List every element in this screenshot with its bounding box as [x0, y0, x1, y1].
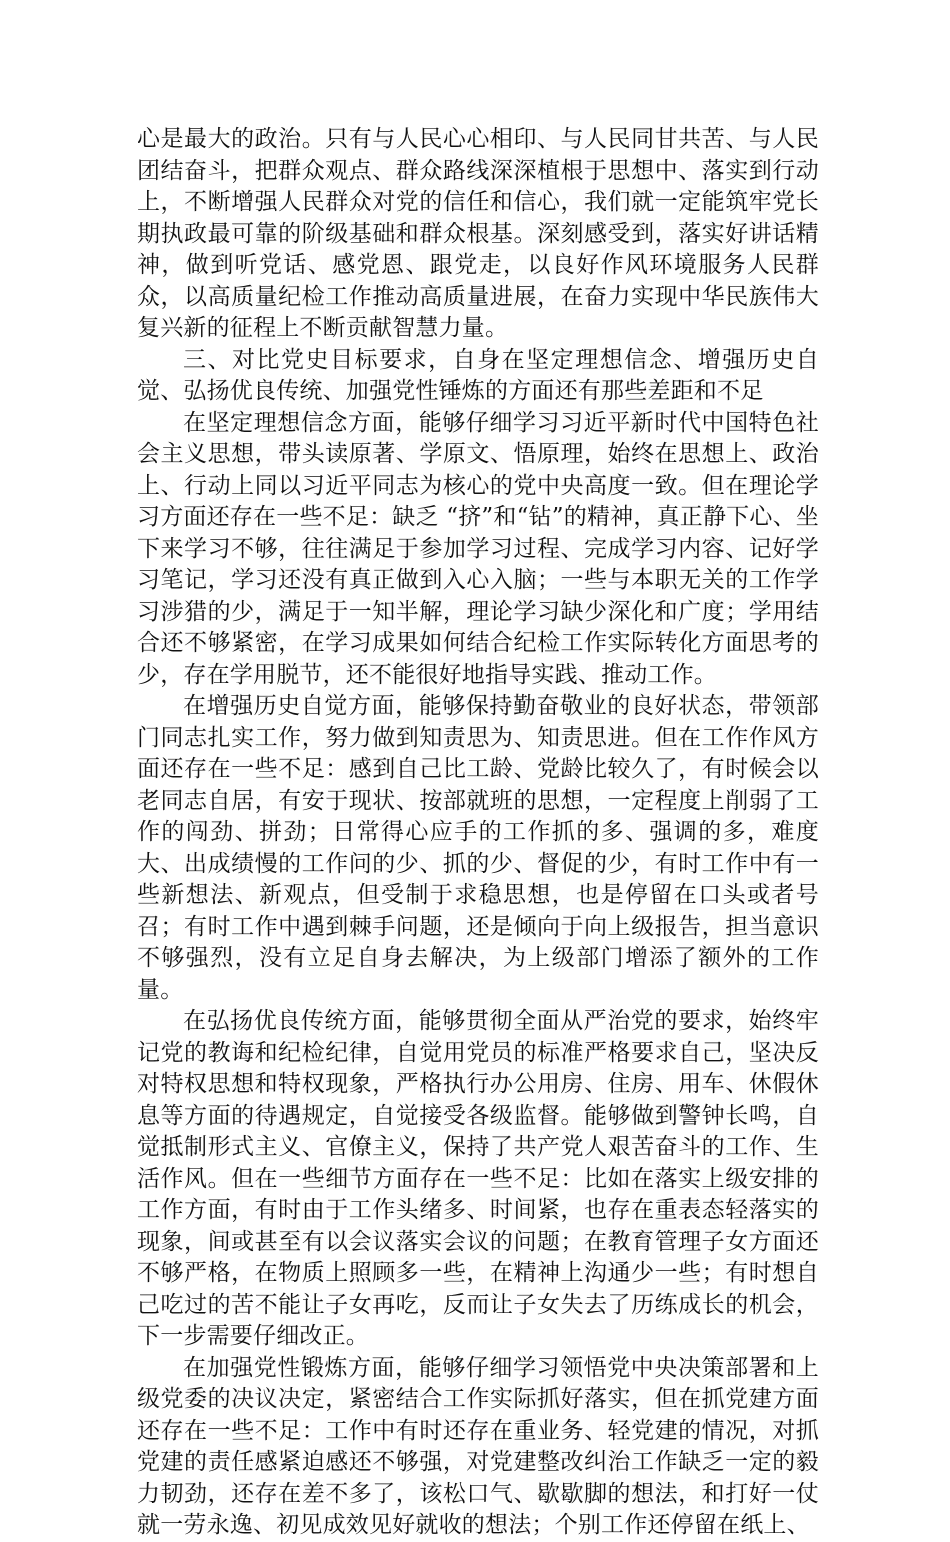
document-body: [137, 124, 819, 1542]
paragraph-party-spirit: 在加强党性锻炼方面，能够仔细学习领悟党中央决策部署和上级党委的决议决定，紧密结合工作实际抓好落实，但在抓党建方面还存在一些不足：工作中有时还存在重业务、轻党建的情况，对抓党建的责任感紧迫感还不够强，对党建整改纠治工作缺乏一定的毅力韧劲，还存在差不多了，该松口气、歇歇脚的想法，和打好一仗就一劳永逸、初见成效见好就收的想法；个别工作还停留在纸上、: [137, 1354, 819, 1538]
paragraph-history: 在增强历史自觉方面，能够保持勤奋敬业的良好状态，带领部门同志扎实工作，努力做到知责思为、知责思进。但在工作作风方面还存在一些不足：感到自己比工龄、党龄比较久了，有时候会以老同志自居，有安于现状、按部就班的思想，一定程度上削弱了工作的闯劲、拼劲；日常得心应手的工作抓的多、强调的多，难度大、出成绩慢的工作问的少、抓的少、督促的少，有时工作中有一些新想法、新观点，但受制于求稳思想，也是停留在口头或者号召；有时工作中遇到棘手问题，还是倾向于向上级报告，担当意识不够强烈，没有立足自身去解决，为上级部门增添了额外的工作量。: [137, 693, 819, 1003]
paragraph-traditions: 在弘扬优良传统方面，能够贯彻全面从严治党的要求，始终牢记党的教诲和纪检纪律，自觉用党员的标准严格要求自己，坚决反对特权思想和特权现象，严格执行办公用房、住房、用车、休假休息等方面的待遇规定，自觉接受各级监督。能够做到警钟长鸣，自觉抵制形式主义、官僚主义，保持了共产党人艰苦奋斗的工作、生活作风。但在一些细节方面存在一些不足：比如在落实上级安排的工作方面，有时由于工作头绪多、时间紧，也存在重表态轻落实的现象，间或甚至有以会议落实会议的问题；在教育管理子女方面还不够严格，在物质上照顾多一些，在精神上沟通少一些；有时想自己吃过的苦不能让子女再吃，反而让子女失去了历练成长的机会，下一步需要仔细改正。: [137, 1008, 819, 1349]
paragraph-continuation: 心是最大的政治。只有与人民心心相印、与人民同甘共苦、与人民团结奋斗，把群众观点、群众路线深深植根于思想中、落实到行动上，不断增强人民群众对党的信任和信心，我们就一定能筑牢党长期执政最可靠的阶级基础和群众根基。深刻感受到，落实好讲话精神，做到听党话、感党恩、跟党走，以良好作风环境服务人民群众，以高质量纪检工作推动高质量进展，在奋力实现中华民族伟大复兴新的征程上不断贡献智慧力量。: [137, 126, 819, 341]
section-heading: 三、对比党史目标要求，自身在坚定理想信念、增强历史自觉、弘扬优良传统、加强党性锤炼的方面还有那些差距和不足: [137, 346, 819, 404]
paragraph-ideals: 在坚定理想信念方面，能够仔细学习习近平新时代中国特色社会主义思想，带头读原著、学原文、悟原理，始终在思想上、政治上、行动上同以习近平同志为核心的党中央高度一致。但在理论学习方面还存在一些不足：缺乏 “挤”和“钻”的精神，真正静下心、坐下来学习不够，往往满足于参加学习过程、完成学习内容、记好学习笔记，学习还没有真正做到入心入脑；一些与本职无关的工作学习涉猎的少，满足于一知半解，理论学习缺少深化和广度；学用结合还不够紧密，在学习成果如何结合纪检工作实际转化方面思考的少，存在学用脱节，还不能很好地指导实践、推动工作。: [137, 409, 819, 688]
